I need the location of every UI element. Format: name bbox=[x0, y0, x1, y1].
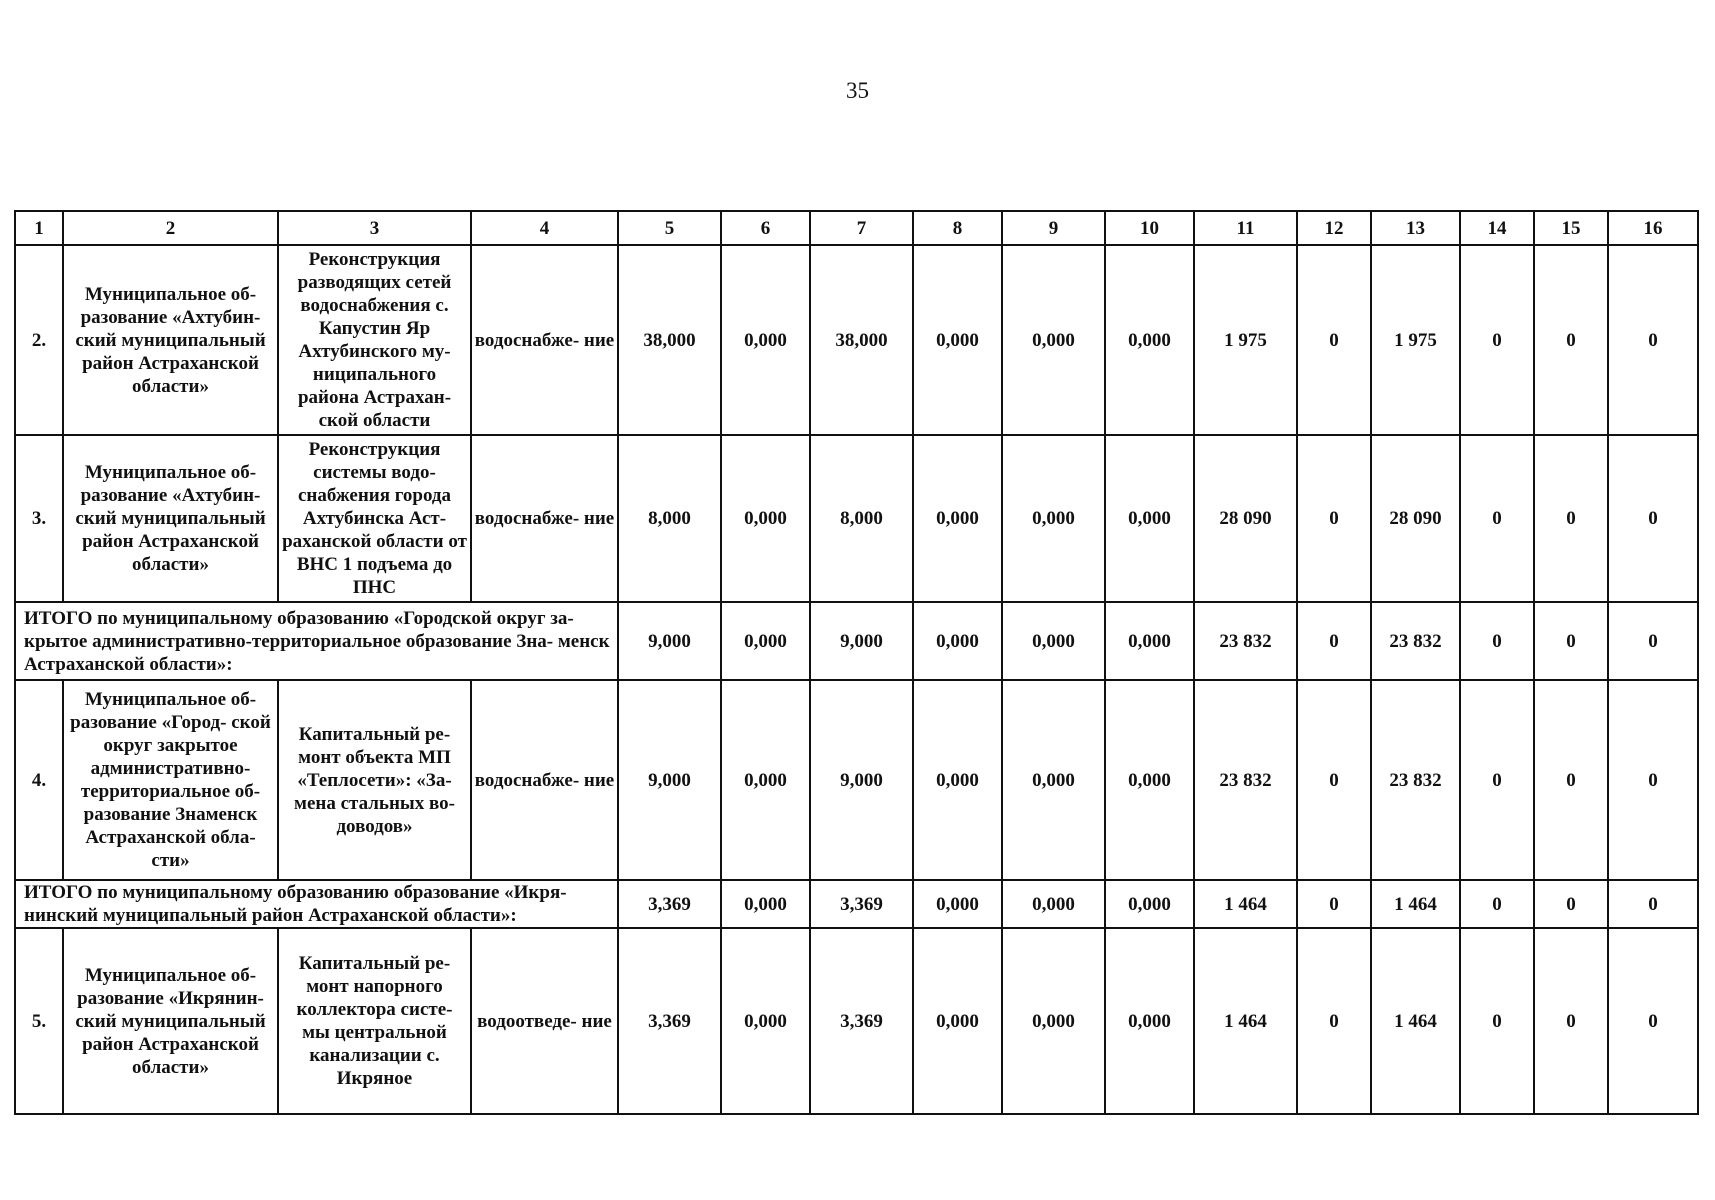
value-cell: 9,000 bbox=[810, 602, 913, 680]
value-cell: 0,000 bbox=[1002, 680, 1105, 880]
object-cell: Капитальный ре- монт объекта МП «Теплосети»: «За- мена стальных во- доводов» bbox=[278, 680, 471, 880]
value-cell: 28 090 bbox=[1371, 435, 1460, 602]
value-cell: 0 bbox=[1460, 435, 1534, 602]
investment-table bbox=[14, 210, 1699, 1115]
header-cell: 16 bbox=[1608, 211, 1698, 245]
header-row bbox=[15, 211, 1698, 245]
table-row bbox=[15, 245, 1698, 435]
value-cell: 0 bbox=[1534, 245, 1608, 435]
type-cell: водоснабже- ние bbox=[471, 680, 618, 880]
value-cell: 3,369 bbox=[618, 880, 721, 928]
municipality-cell: Муниципальное об- разование «Ахтубин- ский муниципальный район Астраханской области» bbox=[63, 435, 278, 602]
header-cell: 8 bbox=[913, 211, 1002, 245]
value-cell: 0,000 bbox=[1105, 928, 1194, 1114]
value-cell: 9,000 bbox=[810, 680, 913, 880]
header-cell: 4 bbox=[471, 211, 618, 245]
value-cell: 0 bbox=[1460, 680, 1534, 880]
value-cell: 0,000 bbox=[1105, 602, 1194, 680]
value-cell: 0 bbox=[1297, 928, 1371, 1114]
value-cell: 0 bbox=[1608, 880, 1698, 928]
table-row bbox=[15, 928, 1698, 1114]
total-row bbox=[15, 880, 1698, 928]
header-cell: 12 bbox=[1297, 211, 1371, 245]
value-cell: 0 bbox=[1297, 880, 1371, 928]
value-cell: 0,000 bbox=[1105, 435, 1194, 602]
value-cell: 0,000 bbox=[1105, 880, 1194, 928]
value-cell: 3,369 bbox=[618, 928, 721, 1114]
value-cell: 0,000 bbox=[1105, 245, 1194, 435]
value-cell: 0 bbox=[1608, 245, 1698, 435]
type-cell: водоснабже- ние bbox=[471, 245, 618, 435]
header-cell: 7 bbox=[810, 211, 913, 245]
header-cell: 3 bbox=[278, 211, 471, 245]
header-cell: 1 bbox=[15, 211, 63, 245]
value-cell: 0,000 bbox=[721, 602, 810, 680]
object-cell: Реконструкция разводящих сетей водоснабжения с. Капустин Яр Ахтубинского му- ниципального района Астрахан- ской области bbox=[278, 245, 471, 435]
value-cell: 8,000 bbox=[618, 435, 721, 602]
header-cell: 5 bbox=[618, 211, 721, 245]
page-number: 35 bbox=[846, 78, 869, 103]
value-cell: 1 464 bbox=[1371, 880, 1460, 928]
value-cell: 3,369 bbox=[810, 880, 913, 928]
value-cell: 0 bbox=[1534, 435, 1608, 602]
value-cell: 0,000 bbox=[1002, 880, 1105, 928]
value-cell: 0 bbox=[1608, 435, 1698, 602]
value-cell: 38,000 bbox=[810, 245, 913, 435]
value-cell: 23 832 bbox=[1194, 602, 1297, 680]
value-cell: 1 464 bbox=[1194, 880, 1297, 928]
value-cell: 0 bbox=[1534, 602, 1608, 680]
value-cell: 9,000 bbox=[618, 602, 721, 680]
header-cell: 6 bbox=[721, 211, 810, 245]
value-cell: 0 bbox=[1297, 245, 1371, 435]
value-cell: 1 975 bbox=[1371, 245, 1460, 435]
header-cell: 13 bbox=[1371, 211, 1460, 245]
object-cell: Реконструкция системы водо- снабжения города Ахтубинска Аст- раханской области от ВНС 1 подъема до ПНС bbox=[278, 435, 471, 602]
value-cell: 0 bbox=[1534, 680, 1608, 880]
header-cell: 2 bbox=[63, 211, 278, 245]
value-cell: 0 bbox=[1460, 928, 1534, 1114]
municipality-cell: Муниципальное об- разование «Ахтубин- ский муниципальный район Астраханской области» bbox=[63, 245, 278, 435]
value-cell: 0,000 bbox=[721, 245, 810, 435]
type-cell: водоотведе- ние bbox=[471, 928, 618, 1114]
value-cell: 8,000 bbox=[810, 435, 913, 602]
value-cell: 0,000 bbox=[913, 435, 1002, 602]
row-number: 2. bbox=[15, 245, 63, 435]
value-cell: 0,000 bbox=[721, 928, 810, 1114]
value-cell: 1 464 bbox=[1371, 928, 1460, 1114]
table-row bbox=[15, 680, 1698, 880]
value-cell: 0,000 bbox=[1002, 602, 1105, 680]
value-cell: 28 090 bbox=[1194, 435, 1297, 602]
value-cell: 0,000 bbox=[1105, 680, 1194, 880]
row-number: 3. bbox=[15, 435, 63, 602]
object-cell: Капитальный ре- монт напорного коллектора систе- мы центральной канализации с. Икряное bbox=[278, 928, 471, 1114]
value-cell: 0,000 bbox=[721, 435, 810, 602]
municipality-cell: Муниципальное об- разование «Город- ской округ закрытое административно- территориальное об- разование Знаменск Астраханской обла- сти» bbox=[63, 680, 278, 880]
value-cell: 9,000 bbox=[618, 680, 721, 880]
value-cell: 0 bbox=[1460, 245, 1534, 435]
value-cell: 0,000 bbox=[913, 680, 1002, 880]
table-row bbox=[15, 435, 1698, 602]
value-cell: 0,000 bbox=[913, 928, 1002, 1114]
value-cell: 0,000 bbox=[721, 680, 810, 880]
value-cell: 0,000 bbox=[913, 880, 1002, 928]
value-cell: 0 bbox=[1460, 602, 1534, 680]
type-cell: водоснабже- ние bbox=[471, 435, 618, 602]
value-cell: 23 832 bbox=[1371, 602, 1460, 680]
header-cell: 10 bbox=[1105, 211, 1194, 245]
value-cell: 0 bbox=[1608, 680, 1698, 880]
value-cell: 0 bbox=[1534, 928, 1608, 1114]
value-cell: 0 bbox=[1297, 602, 1371, 680]
value-cell: 0,000 bbox=[913, 245, 1002, 435]
header-cell: 11 bbox=[1194, 211, 1297, 245]
value-cell: 1 975 bbox=[1194, 245, 1297, 435]
value-cell: 0 bbox=[1460, 880, 1534, 928]
value-cell: 0,000 bbox=[1002, 245, 1105, 435]
total-row bbox=[15, 602, 1698, 680]
value-cell: 0,000 bbox=[721, 880, 810, 928]
value-cell: 0 bbox=[1608, 928, 1698, 1114]
value-cell: 0 bbox=[1297, 435, 1371, 602]
row-number: 4. bbox=[15, 680, 63, 880]
value-cell: 0 bbox=[1608, 602, 1698, 680]
value-cell: 0 bbox=[1297, 680, 1371, 880]
value-cell: 0,000 bbox=[1002, 928, 1105, 1114]
total-label: ИТОГО по муниципальному образованию «Городской округ за- крытое административно-территориальное образование Зна- менск Астраханской области»: bbox=[15, 602, 618, 680]
header-cell: 14 bbox=[1460, 211, 1534, 245]
value-cell: 38,000 bbox=[618, 245, 721, 435]
municipality-cell: Муниципальное об- разование «Икрянин- ский муниципальный район Астраханской области» bbox=[63, 928, 278, 1114]
value-cell: 3,369 bbox=[810, 928, 913, 1114]
header-cell: 15 bbox=[1534, 211, 1608, 245]
value-cell: 0 bbox=[1534, 880, 1608, 928]
value-cell: 23 832 bbox=[1371, 680, 1460, 880]
value-cell: 0,000 bbox=[913, 602, 1002, 680]
total-label: ИТОГО по муниципальному образованию образование «Икря- нинский муниципальный район Астраханской области»: bbox=[15, 880, 618, 928]
value-cell: 0,000 bbox=[1002, 435, 1105, 602]
header-cell: 9 bbox=[1002, 211, 1105, 245]
value-cell: 23 832 bbox=[1194, 680, 1297, 880]
value-cell: 1 464 bbox=[1194, 928, 1297, 1114]
row-number: 5. bbox=[15, 928, 63, 1114]
